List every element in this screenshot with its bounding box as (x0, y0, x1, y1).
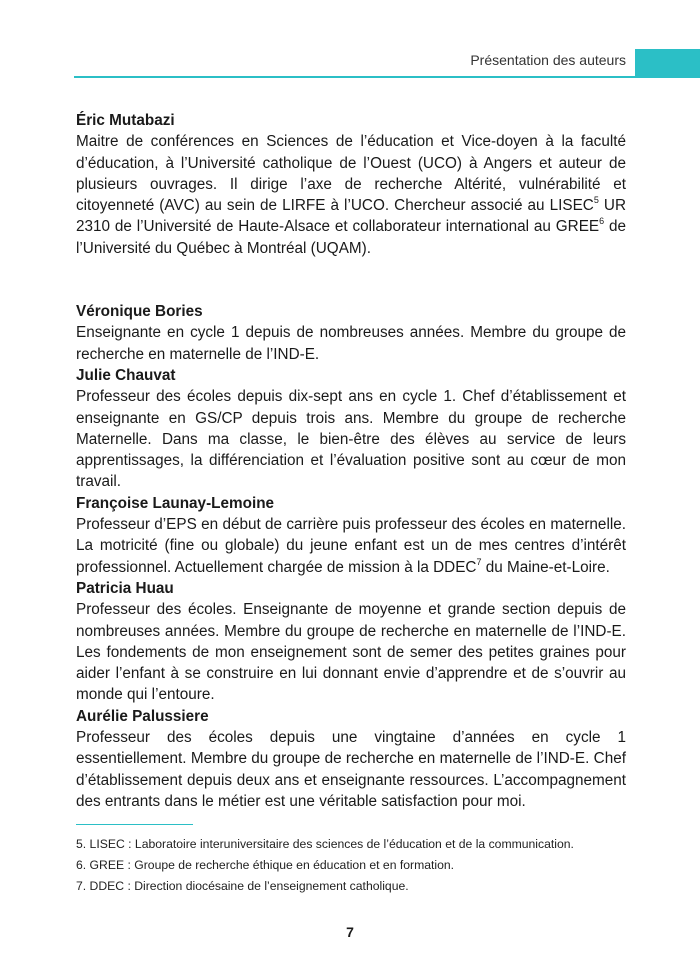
author-name: Véronique Bories (76, 303, 203, 321)
author-bio: Professeur des écoles depuis dix-sept ans en cycle 1. Chef d’établissement et enseignante en GS/CP depuis trois ans. Membre du groupe de recherche Maternelle. Dans ma classe, le bien-être des élèves au service de leurs apprentissages, la différenciation et l’évaluation positive sont au cœur de mon travail. (76, 388, 626, 491)
author-bio: Professeur d’EPS en début de carrière puis professeur des écoles en maternelle. La motricité (fine ou globale) du jeune enfant est un de mes centres d’intérêt professionnel. Actuellement chargée de mission à la DDEC$^7$ du Maine-et-Loire. (76, 516, 626, 576)
author-name: Aurélie Palussiere (76, 707, 209, 725)
author-name: Éric Mutabazi (76, 112, 175, 129)
page-number: 7 (346, 924, 354, 940)
author-entry-francoise-launay-lemoine (76, 493, 626, 578)
author-entry-eric-mutabazi (76, 110, 626, 259)
author-entry-julie-chauvat (76, 365, 626, 493)
footnotes (76, 834, 636, 897)
author-name: Françoise Launay-Lemoine (76, 494, 275, 512)
footnote-rule (76, 824, 193, 825)
author-entry-aurelie-palussiere (76, 706, 626, 812)
header-rule (74, 76, 700, 78)
author-bio: Enseignante en cycle 1 depuis de nombreuses années. Membre du groupe de recherche en maternelle de l’IND-E. (76, 324, 626, 363)
footnote-ref-7: 7 (476, 556, 482, 567)
author-name: Julie Chauvat (76, 366, 176, 384)
author-bio: Professeur des écoles. Enseignante de moyenne et grande section depuis de nombreuses années. Membre du groupe de recherche en maternelle de l’IND-E. Les fondements de mon enseignement sont de semer des petites graines pour aider l’enfant à se construire en lui donnant envie d’apprendre et de s’ouvrir au monde qui l’entoure. (76, 601, 626, 704)
footnote-7: 7. DDEC : Direction diocésaine de l’enseignement catholique. (76, 879, 409, 893)
header-accent-tab (635, 49, 700, 77)
footnote-ref-6: 6 (599, 216, 605, 227)
author-bio: Professeur des écoles depuis une vingtaine d’années en cycle 1 essentiellement. Membre du groupe de recherche en maternelle de l’IND-E. Chef d’établissement depuis deux ans et enseignante ressources. L’accompagnement des entrants dans le métier est une véritable satisfaction pour moi. (76, 729, 626, 810)
author-name: Patricia Huau (76, 579, 174, 597)
author-bio: Maitre de conférences en Sciences de l’éducation et Vice-doyen à la faculté d’éducation, à l’Université catholique de l’Ouest (UCO) à Angers et auteur de plusieurs ouvrages. Il dirige l’axe de recherche Altérité, vulnérabilité et citoyenneté (AVC) au sein de LIRFE à l’UCO. Chercheur associé au LISEC$^5$ UR 2310 de l’Université de Haute-Alsace et collaborateur international au GREE$^6$ de l’Université du Québec à Montréal (UQAM). (76, 133, 627, 257)
author-entry-patricia-huau (76, 578, 626, 706)
authors-list (76, 110, 626, 812)
author-entry-veronique-bories (76, 301, 626, 365)
running-head: Présentation des auteurs (470, 52, 626, 68)
footnote-5: 5. LISEC : Laboratoire interuniversitaire des sciences de l’éducation et de la communication. (76, 837, 574, 851)
footnote-ref-5: 5 (593, 195, 599, 206)
footnote-6: 6. GREE : Groupe de recherche éthique en éducation et en formation. (76, 858, 455, 872)
